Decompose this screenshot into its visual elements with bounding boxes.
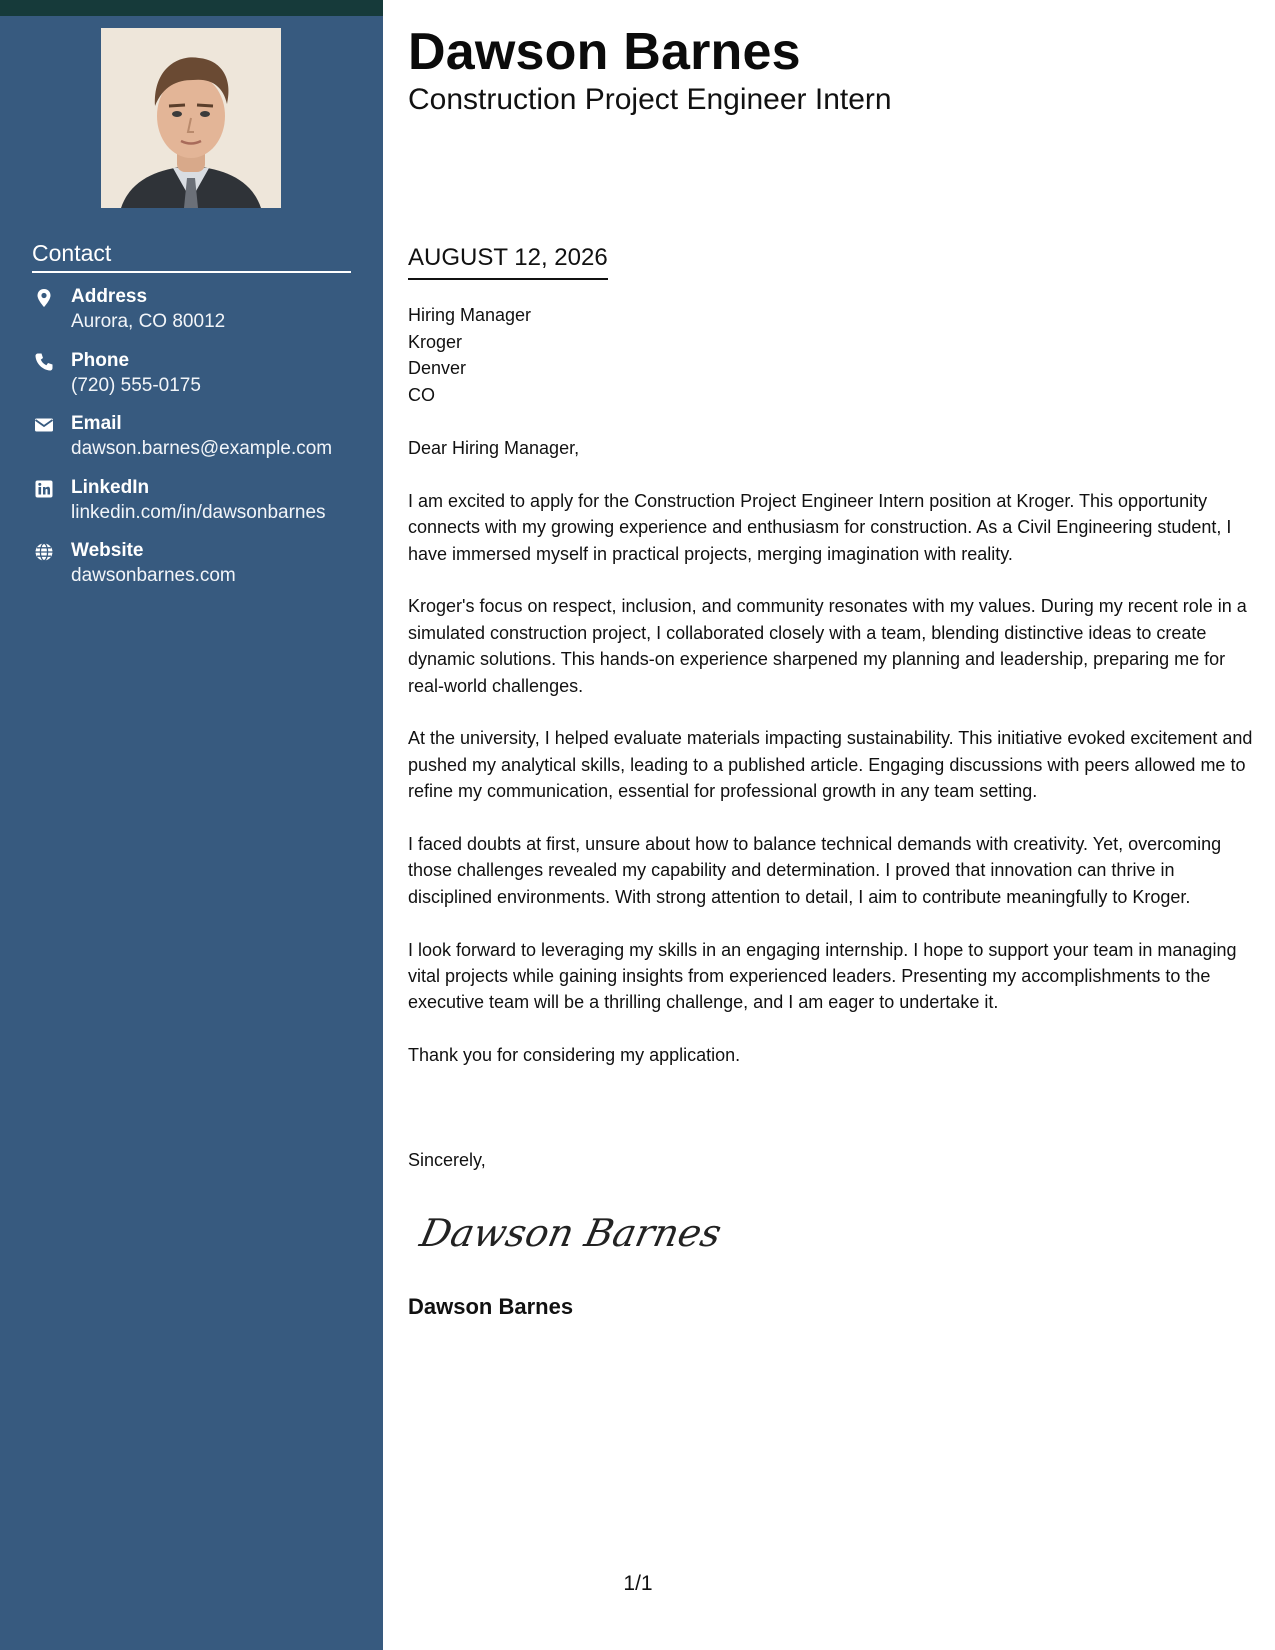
contact-label: LinkedIn <box>71 476 150 498</box>
body-paragraph: Kroger's focus on respect, inclusion, and community resonates with my values. During my recent role in a simulated construction project, I collaborated closely with a team, blending distinctive ideas to create dynamic solutions. This hands-on experience sharpened my planning and leadership, preparing me for real-world challenges. <box>408 596 1247 696</box>
page-number: 1/1 <box>623 1572 653 1595</box>
letter-date: AUGUST 12, 2026 <box>408 244 608 280</box>
handwritten-signature <box>414 1200 726 1270</box>
contact-label: Website <box>71 540 144 561</box>
body-paragraph: I faced doubts at first, unsure about how to balance technical demands with creativity. Yet, overcoming those challenges revealed my capability and determination. I proved that innovation can thrive in disciplined environments. With strong attention to detail, I aim to contribute meaningfully to Kroger. <box>408 834 1222 907</box>
recipient-line: Kroger <box>408 331 463 352</box>
contact-value: dawsonbarnes.com <box>71 565 236 586</box>
signature-script: Dawson Barnes <box>416 1211 726 1256</box>
contact-label: Address <box>71 286 148 307</box>
job-title: Construction Project Engineer Intern <box>408 83 892 116</box>
linkedin-icon <box>34 479 54 499</box>
globe-icon <box>34 542 54 562</box>
contact-value: dawson.barnes@example.com <box>71 438 333 459</box>
body-paragraph: At the university, I helped evaluate materials impacting sustainability. This initiative evoked excitement and pushed my analytical skills, leading to a published article. Engaging discussions with peers allowed me to refine my communication, essential for professional growth in any team setting. <box>408 728 1253 802</box>
contact-linkedin <box>32 477 372 541</box>
contact-value: linkedin.com/in/dawsonbarnes <box>71 501 326 523</box>
envelope-icon <box>34 415 54 435</box>
contact-label: Email <box>71 413 122 434</box>
applicant-name: Dawson Barnes <box>408 23 801 81</box>
letter-body <box>408 435 1253 1095</box>
recipient-line: CO <box>408 384 435 405</box>
contact-heading: Contact <box>32 240 351 273</box>
contact-address <box>32 286 372 350</box>
contact-email <box>32 413 372 477</box>
map-pin-icon <box>34 288 54 308</box>
contact-label: Phone <box>71 349 130 371</box>
salutation: Dear Hiring Manager, <box>408 438 580 458</box>
body-paragraph: Thank you for considering my application. <box>408 1045 741 1066</box>
sidebar <box>0 0 383 1650</box>
body-paragraph: I am excited to apply for the Construction Project Engineer Intern position at Kroger. This opportunity connects with my growing experience and enthusiasm for construction. As a Civil Engineering student, I have immersed myself in practical projects, merging imagination with reality. <box>408 490 1232 564</box>
closing: Sincerely, <box>408 1150 486 1170</box>
recipient-line: Denver <box>408 358 467 378</box>
body-paragraph: I look forward to leveraging my skills in an engaging internship. I hope to support your team in managing vital projects while gaining insights from experienced leaders. Presenting my accomplishments to the executive team will be a thrilling challenge, and I am eager to undertake it. <box>408 939 1237 1013</box>
contact-phone <box>32 350 372 414</box>
contact-list <box>32 286 372 604</box>
sidebar-top-bar <box>0 0 383 16</box>
profile-photo <box>101 28 281 208</box>
recipient-block <box>408 302 531 408</box>
contact-value: (720) 555-0175 <box>71 374 201 396</box>
recipient-line: Hiring Manager <box>408 305 532 325</box>
contact-website <box>32 540 372 604</box>
phone-icon <box>34 352 54 372</box>
signature-name: Dawson Barnes <box>408 1294 574 1319</box>
contact-value: Aurora, CO 80012 <box>71 311 226 332</box>
